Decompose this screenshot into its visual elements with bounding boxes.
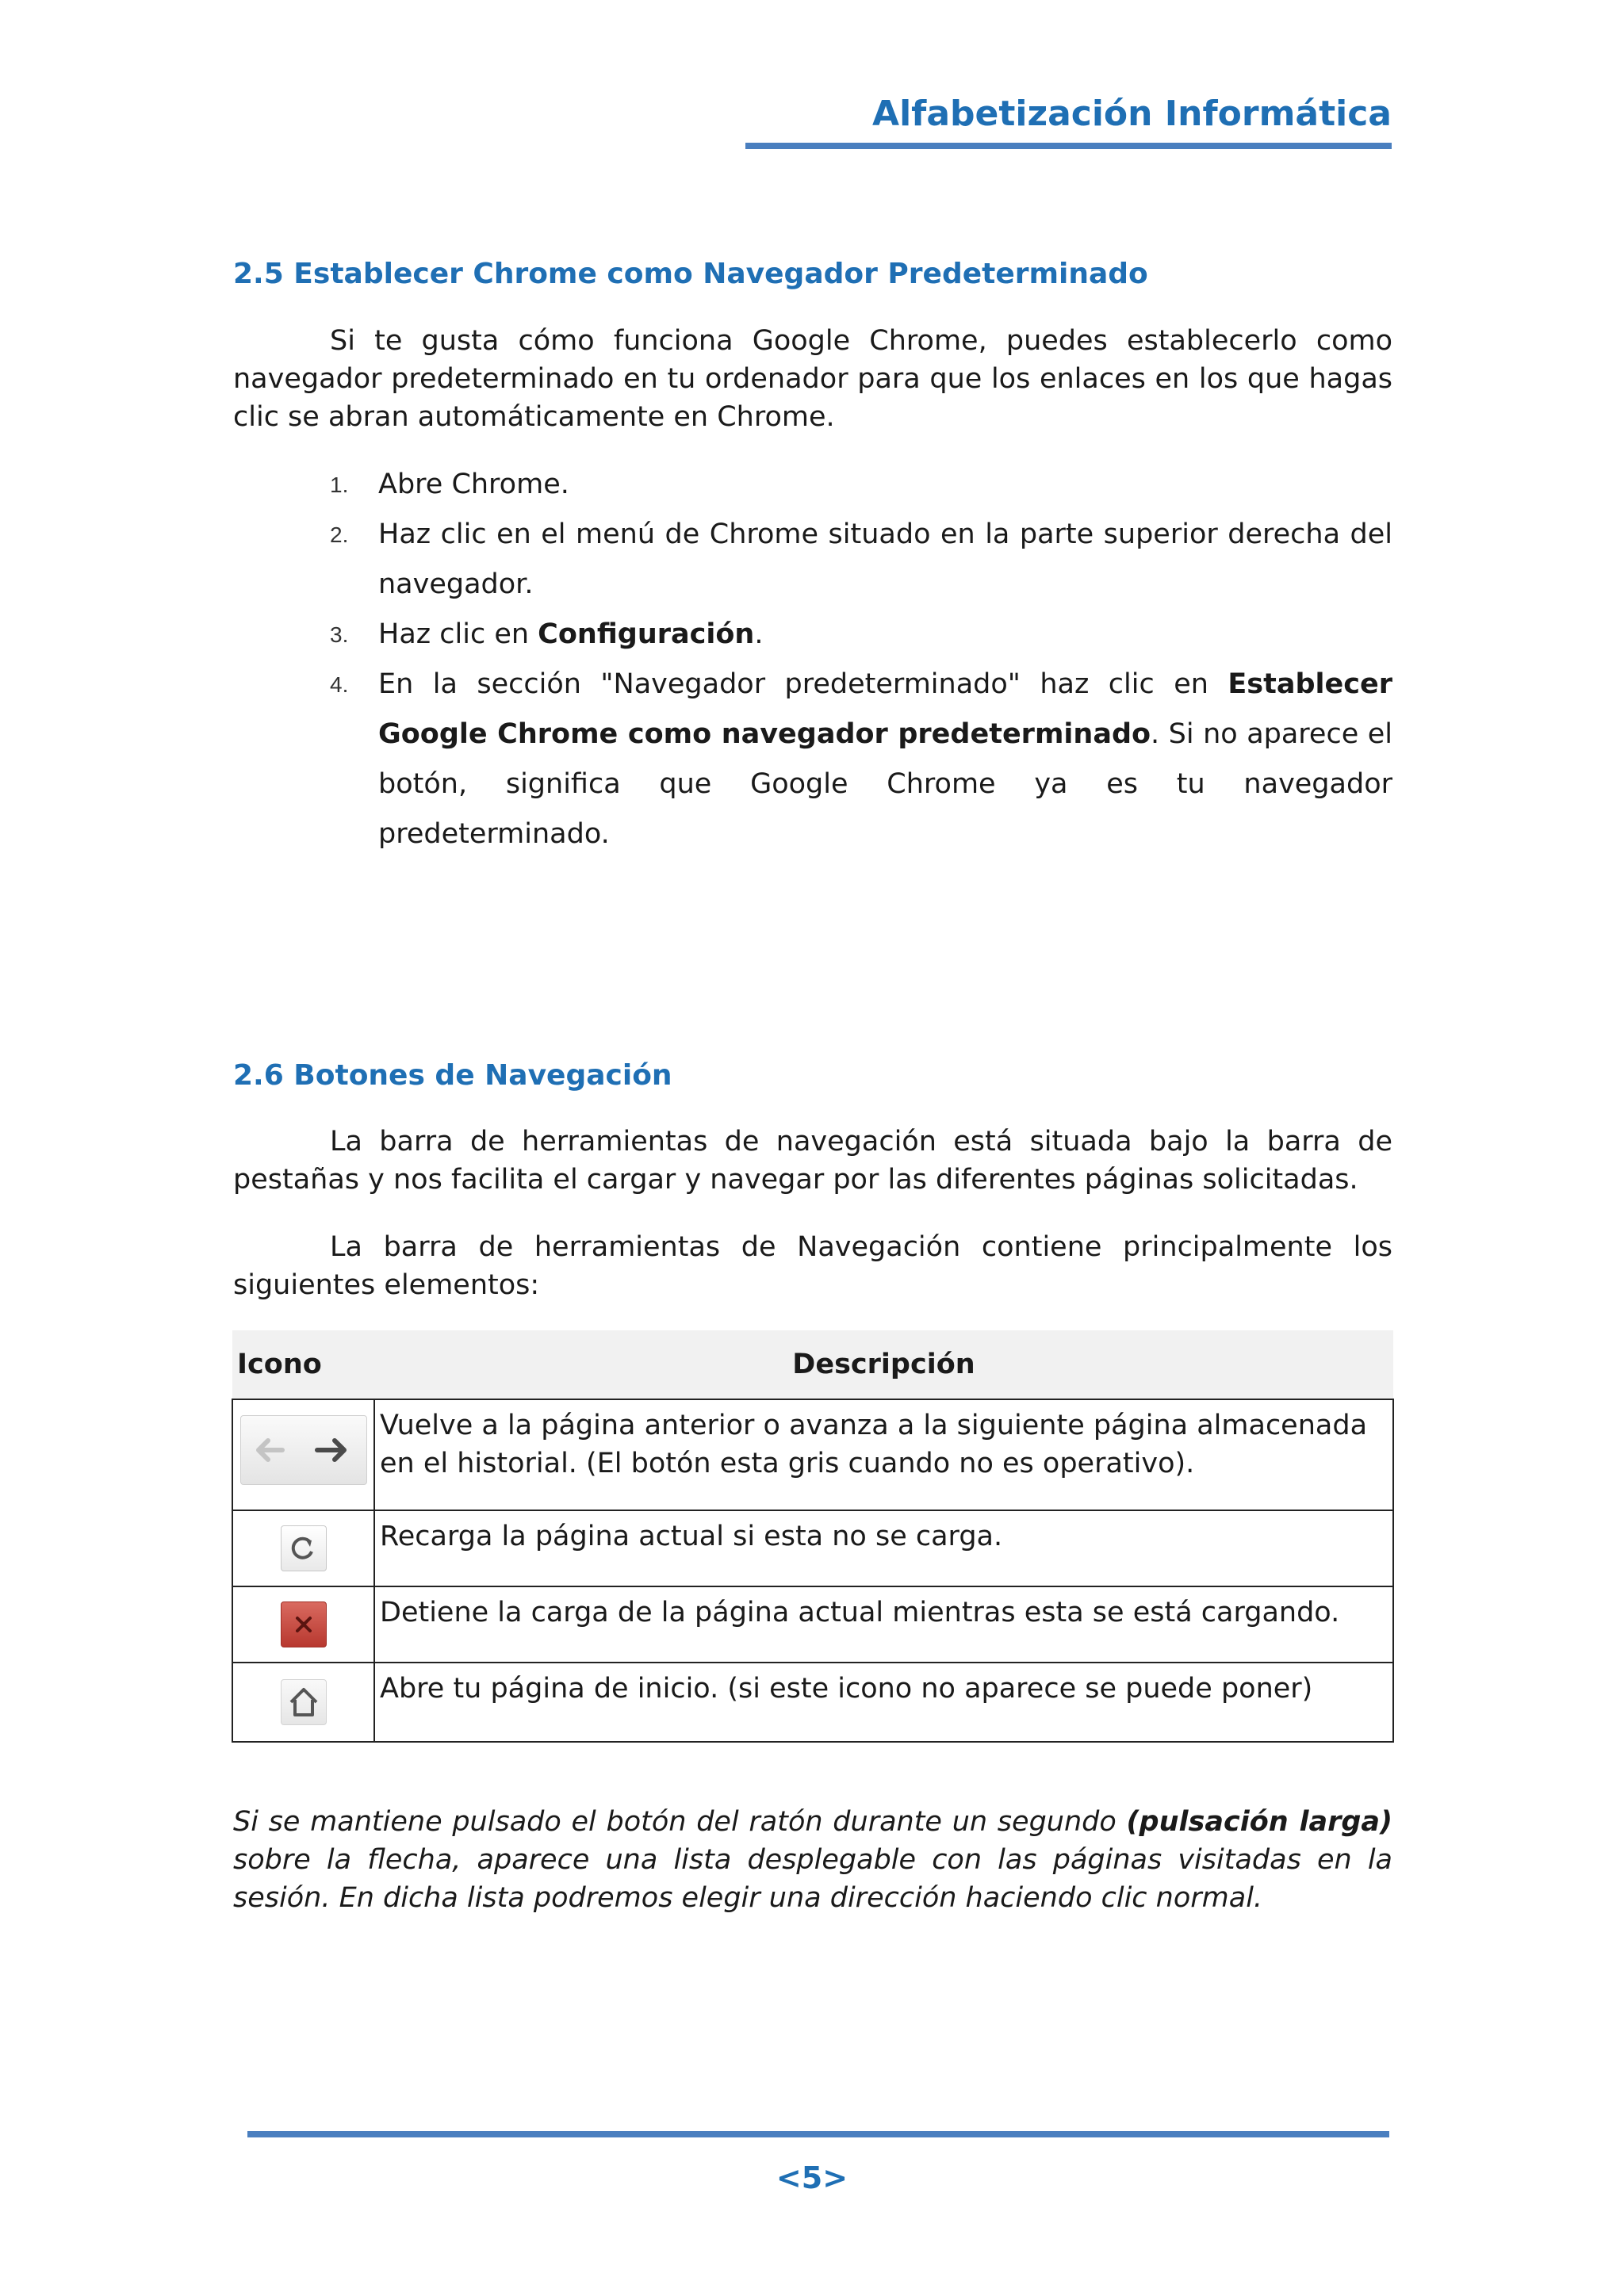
home-icon <box>281 1679 327 1725</box>
step-number: 4. <box>330 672 349 697</box>
header-rule <box>745 143 1392 149</box>
header-title: Alfabetización Informática <box>872 94 1392 134</box>
table-header-icon: Icono <box>232 1330 374 1399</box>
step-number: 1. <box>330 473 349 497</box>
table-cell-description: Detiene la carga de la página actual mientras esta se está cargando. <box>374 1586 1393 1663</box>
stop-icon <box>281 1601 327 1647</box>
table-row <box>232 1399 1393 1510</box>
step-text-pre: Haz clic en <box>378 618 538 650</box>
step-text-pre: En la sección "Navegador predeterminado" haz clic en <box>378 668 1228 700</box>
footer-rule <box>247 2131 1389 2137</box>
step-text: Abre Chrome. <box>378 469 569 500</box>
step-text-post: . Si no aparece el botón, significa que Google Chrome ya es tu navegador predeterminado. <box>378 718 1392 850</box>
table-header-description: Descripción <box>374 1330 1393 1399</box>
table-header-row <box>232 1330 1393 1399</box>
reload-icon <box>281 1525 327 1571</box>
table-cell-description: Abre tu página de inicio. (si este icono no aparece se puede poner) <box>374 1663 1393 1742</box>
navigation-table <box>232 1330 1394 1743</box>
list-item <box>233 460 1392 510</box>
table-cell-icon <box>232 1663 374 1742</box>
page-number <box>772 2160 852 2195</box>
step-number: 2. <box>330 522 349 547</box>
back-forward-icon <box>240 1415 367 1485</box>
table-row <box>232 1586 1393 1663</box>
table-cell-icon <box>232 1510 374 1586</box>
note-text-bold: (pulsación larga) <box>1126 1806 1392 1838</box>
list-item <box>233 510 1392 610</box>
step-text-bold: Configuración <box>538 618 755 650</box>
nav-paragraph-1: La barra de herramientas de navegación está situada bajo la barra de pestañas y nos facilita el cargar y navegar por las diferentes páginas solicitadas. <box>233 1126 1392 1196</box>
table-row <box>232 1663 1393 1742</box>
table-cell-description: Vuelve a la página anterior o avanza a la siguiente página almacenada en el historial. (El botón esta gris cuando no es operativo). <box>374 1399 1393 1510</box>
section-title-2-6: 2.6 Botones de Navegación <box>233 1059 672 1092</box>
note-text-pre: Si se mantiene pulsado el botón del ratón durante un segundo <box>233 1806 1127 1838</box>
table-row <box>232 1510 1393 1586</box>
page-number-value: 5 <box>801 2160 823 2195</box>
chevron-left-icon: < <box>776 2160 802 2195</box>
list-item <box>233 660 1392 859</box>
step-text: Haz clic en el menú de Chrome situado en la parte superior derecha del navegador. <box>378 519 1392 600</box>
section-title-2-5: 2.5 Establecer Chrome como Navegador Predeterminado <box>233 258 1148 290</box>
note-text-post: sobre la flecha, aparece una lista desplegable con las páginas visitadas en la sesión. En dicha lista podremos elegir una dirección haciendo clic normal. <box>233 1844 1392 1914</box>
chevron-right-icon: > <box>822 2160 848 2195</box>
table-cell-icon <box>232 1586 374 1663</box>
step-text-post: . <box>754 618 764 650</box>
intro-paragraph: Si te gusta cómo funciona Google Chrome, puedes establecerlo como navegador predeterminado en tu ordenador para que los enlaces en los que hagas clic se abran automáticamente en Chrome. <box>233 325 1392 433</box>
step-number: 3. <box>330 622 349 647</box>
table-cell-description: Recarga la página actual si esta no se carga. <box>374 1510 1393 1586</box>
list-item <box>233 610 1392 660</box>
table-cell-icon <box>232 1399 374 1510</box>
step-text-bold: Establecer Google Chrome como navegador predeterminado <box>378 668 1392 750</box>
nav-paragraph-2: La barra de herramientas de Navegación contiene principalmente los siguientes elementos: <box>233 1231 1392 1301</box>
note-paragraph <box>233 1803 1392 1917</box>
steps-list <box>233 460 1392 859</box>
